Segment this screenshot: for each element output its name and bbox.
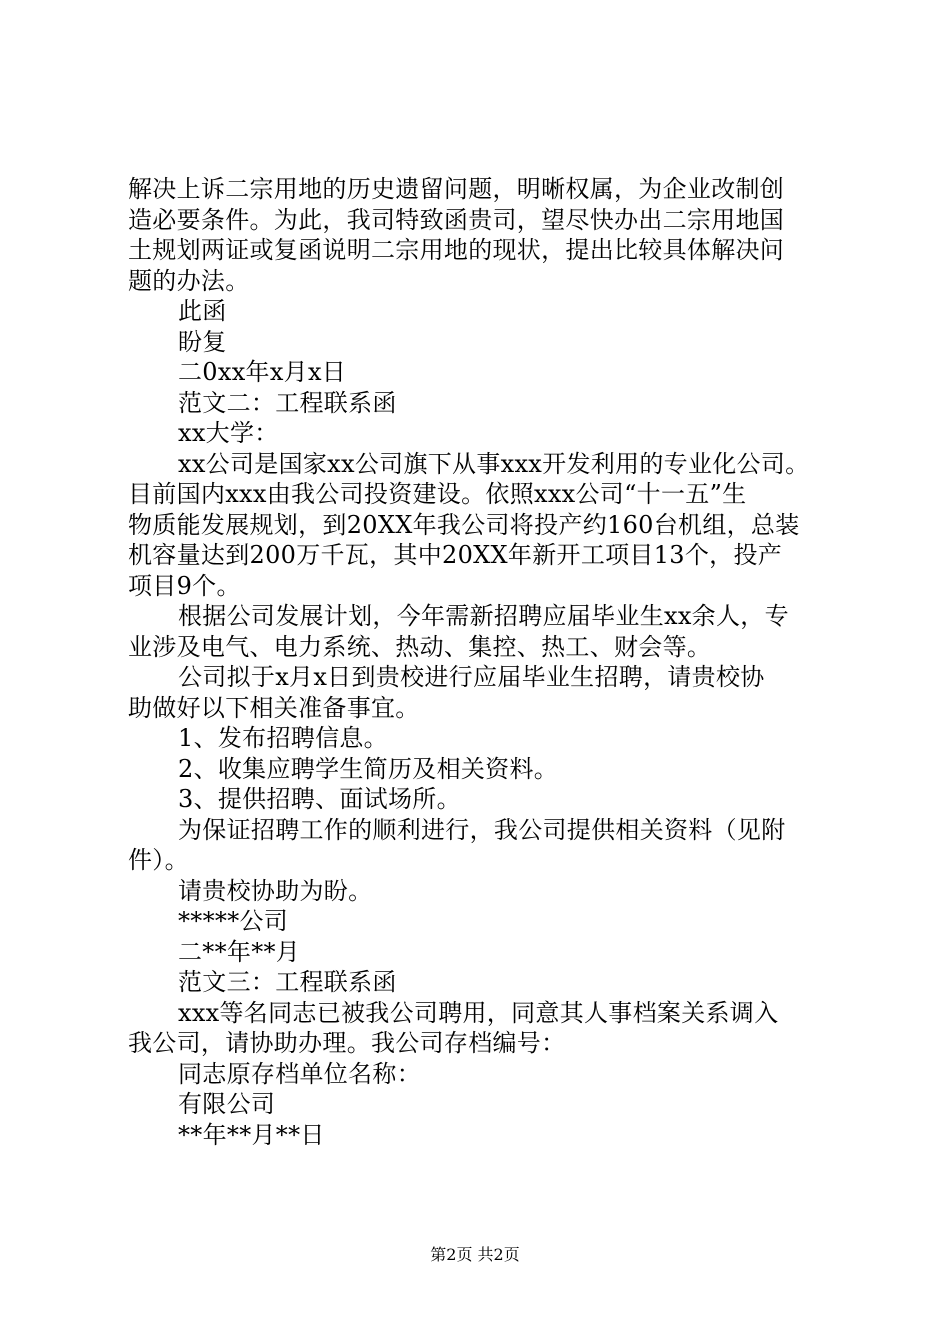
page-footer: 第2页 共2页 bbox=[430, 1245, 520, 1264]
text-line: 1、发布招聘信息。 bbox=[178, 724, 388, 752]
text-line: 范文二：工程联系函 bbox=[178, 388, 397, 417]
text-line: 助做好以下相关准备事宜。 bbox=[128, 693, 420, 722]
text-line: 解决上诉二宗用地的历史遗留问题，明晰权属，为企业改制创 bbox=[128, 175, 785, 203]
text-line: 物质能发展规划，到20XX年我公司将投产约160台机组，总装 bbox=[128, 510, 800, 539]
text-line: 二0xx年x月x日 bbox=[178, 358, 347, 386]
text-line: xxx等名同志已被我公司聘用，同意其人事档案关系调入 bbox=[178, 998, 779, 1027]
text-line: 我公司，请协助办理。我公司存档编号： bbox=[128, 1029, 566, 1057]
text-line: 件）。 bbox=[128, 846, 189, 874]
text-line: 项目9个。 bbox=[128, 571, 241, 600]
text-line: 此函 bbox=[178, 297, 227, 325]
text-line: 土规划两证或复函说明二宗用地的现状，提出比较具体解决问 bbox=[128, 236, 785, 264]
text-line: 请贵校协助为盼。 bbox=[178, 876, 373, 905]
text-line: **年**月**日 bbox=[178, 1120, 325, 1149]
text-line: 公司拟于x月x日到贵校进行应届毕业生招聘，请贵校协 bbox=[178, 663, 765, 691]
text-line: 根据公司发展计划，今年需新招聘应届毕业生xx余人，专 bbox=[178, 602, 789, 630]
text-line: 二**年**月 bbox=[178, 937, 301, 966]
text-line: 有限公司 bbox=[178, 1090, 276, 1118]
text-line: 3、提供招聘、面试场所。 bbox=[178, 785, 461, 813]
text-line: 为保证招聘工作的顺利进行，我公司提供相关资料（见附 bbox=[178, 815, 786, 844]
text-line: 2、收集应聘学生简历及相关资料。 bbox=[178, 754, 559, 783]
text-line: 题的办法。 bbox=[128, 266, 250, 295]
text-line: 造必要条件。为此，我司特致函贵司，望尽快办出二宗用地国 bbox=[128, 205, 785, 234]
text-line: xx公司是国家xx公司旗下从事xxx开发利用的专业化公司。 bbox=[178, 449, 810, 478]
text-line: 盼复 bbox=[178, 327, 227, 356]
document-body bbox=[128, 174, 834, 1150]
text-line: 业涉及电气、电力系统、热动、集控、热工、财会等。 bbox=[128, 632, 712, 661]
text-line: 范文三：工程联系函 bbox=[178, 968, 397, 996]
text-line: 同志原存档单位名称： bbox=[178, 1059, 421, 1088]
text-line: xx大学： bbox=[178, 419, 279, 447]
text-line: 机容量达到200万千瓦，其中20XX年新开工项目13个，投产 bbox=[128, 541, 783, 569]
text-line: 目前国内xxx由我公司投资建设。依照xxx公司“十一五”生 bbox=[128, 480, 747, 508]
text-line: *****公司 bbox=[178, 907, 289, 935]
